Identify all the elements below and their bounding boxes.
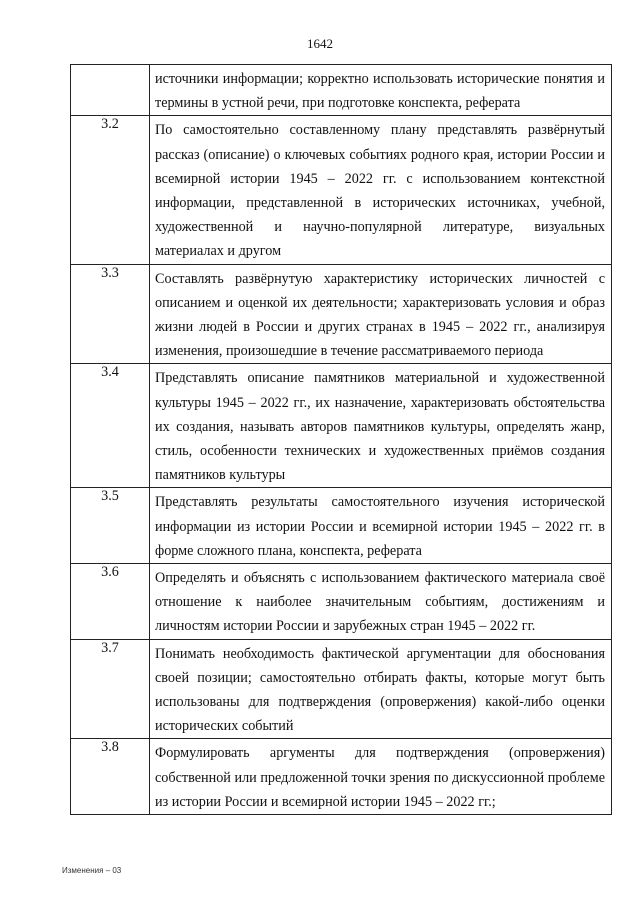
table-row [71,564,612,640]
table-row [71,65,612,116]
footer-revision-note: Изменения – 03 [62,866,122,875]
row-number: 3.5 [71,488,150,564]
row-text: По самостоятельно составленному плану представлять развёрнутый рассказ (описание) о ключевых событиях родного края, истории России и всемирной истории 1945 – 2022 гг. с использованием контекстной информации, представленной в исторических источниках, учебной, художественной и научно-популярной литературе, визуальных материалах и другом [150,116,612,264]
row-number: 3.7 [71,639,150,739]
row-number: 3.6 [71,564,150,640]
row-text: Формулировать аргументы для подтверждения (опровержения) собственной или предложенной точки зрения по дискуссионной проблеме из истории России и всемирной истории 1945 – 2022 гг.; [150,739,612,815]
page-number: 1642 [307,36,333,51]
row-text: Определять и объяснять с использованием фактического материала своё отношение к наиболее значительным событиям, достижениям и личностям истории России и зарубежных стран 1945 – 2022 гг. [150,564,612,640]
table-row [71,639,612,739]
row-number: 3.4 [71,364,150,488]
row-number: 3.2 [71,116,150,264]
requirements-table [70,64,612,815]
table-row [71,264,612,364]
row-text: Представлять результаты самостоятельного изучения исторической информации из истории России и всемирной истории 1945 – 2022 гг. в форме сложного плана, конспекта, реферата [150,488,612,564]
row-number: 3.8 [71,739,150,815]
row-text: Представлять описание памятников материальной и художественной культуры 1945 – 2022 гг., их назначение, характеризовать обстоятельства их создания, называть авторов памятников культуры, определять жанр, стиль, особенности технических и художественных приёмов создания памятников культуры [150,364,612,488]
row-text: Составлять развёрнутую характеристику исторических личностей с описанием и оценкой их деятельности; характеризовать условия и образ жизни людей в России и других странах в 1945 – 2022 гг., анализируя изменения, произошедшие в течение рассматриваемого периода [150,264,612,364]
row-text: Понимать необходимость фактической аргументации для обоснования своей позиции; самостоятельно отбирать факты, которые могут быть использованы для подтверждения (опровержения) какой-либо оценки исторических событий [150,639,612,739]
table-row [71,116,612,264]
row-text: источники информации; корректно использовать исторические понятия и термины в устной речи, при подготовке конспекта, реферата [150,65,612,116]
table-row [71,488,612,564]
table-row [71,739,612,815]
row-number [71,65,150,116]
row-number: 3.3 [71,264,150,364]
table-row [71,364,612,488]
